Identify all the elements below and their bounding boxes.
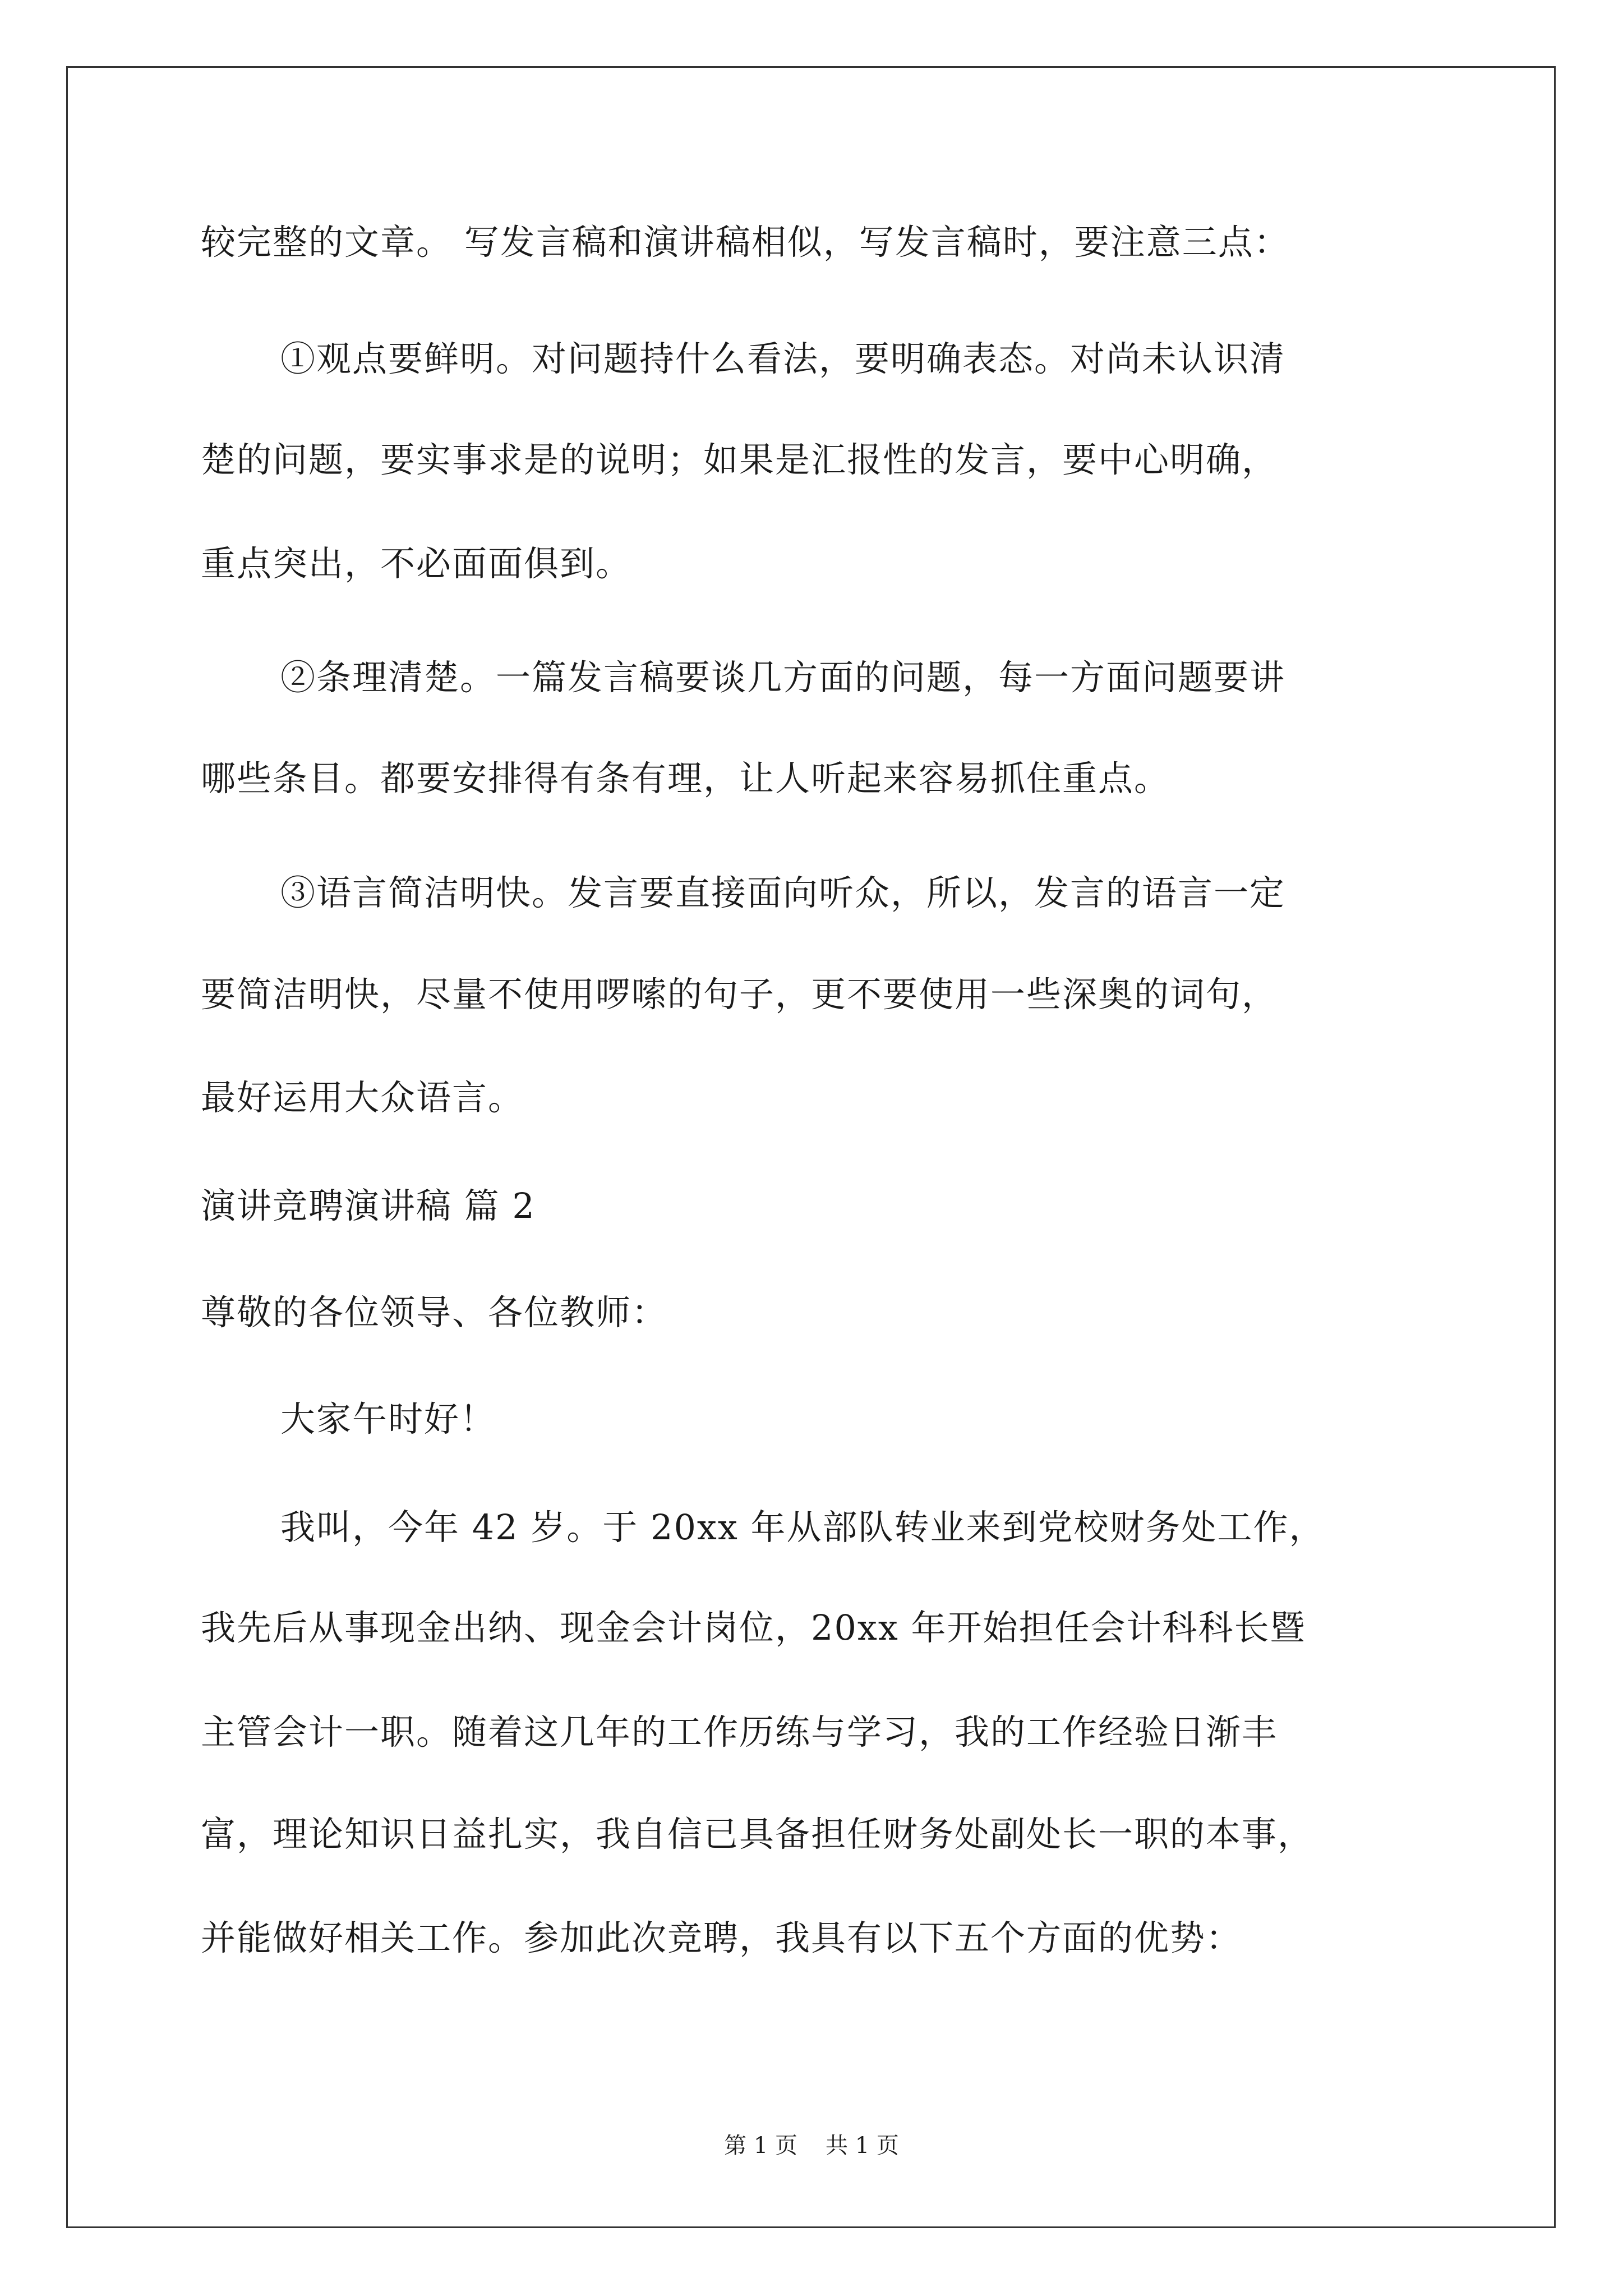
paragraph-line: 我叫，今年 42 岁。于 20xx 年从部队转业来到党校财务处工作， <box>280 1507 1325 1548</box>
paragraph-line: 富，理论知识日益扎实，我自信已具备担任财务处副处长一职的本事， <box>201 1814 1314 1855</box>
page-footer <box>0 2132 1623 2160</box>
paragraph-line: 楚的问题，要实事求是的说明；如果是汇报性的发言，要中心明确， <box>201 439 1278 480</box>
paragraph-line: 并能做好相关工作。参加此次竞聘，我具有以下五个方面的优势： <box>201 1917 1242 1958</box>
page-number: 第 1 页 <box>724 2133 797 2159</box>
paragraph-line: ①观点要鲜明。对问题持什么看法，要明确表态。对尚未认识清 <box>280 338 1286 379</box>
page-border <box>66 66 1556 2228</box>
paragraph-line: ②条理清楚。一篇发言稿要谈几方面的问题，每一方面问题要讲 <box>280 657 1286 698</box>
paragraph-line: 主管会计一职。随着这几年的工作历练与学习，我的工作经验日渐丰 <box>201 1711 1278 1752</box>
section-heading: 演讲竞聘演讲稿 篇 2 <box>201 1185 536 1226</box>
page-total: 共 1 页 <box>826 2133 899 2159</box>
paragraph-line: 要简洁明快，尽量不使用啰嗦的句子，更不要使用一些深奥的词句， <box>201 974 1278 1015</box>
paragraph-line: 较完整的文章。 写发言稿和演讲稿相似，写发言稿时，要注意三点： <box>201 222 1290 263</box>
paragraph-line: ③语言简洁明快。发言要直接面向听众，所以，发言的语言一定 <box>280 872 1286 913</box>
paragraph-line: 最好运用大众语言。 <box>201 1077 524 1118</box>
paragraph-line: 重点突出，不必面面俱到。 <box>201 543 632 584</box>
greeting: 大家午时好！ <box>280 1398 496 1439</box>
paragraph-line: 哪些条目。都要安排得有条有理，让人听起来容易抓住重点。 <box>201 758 1170 799</box>
paragraph-line: 我先后从事现金出纳、现金会计岗位，20xx 年开始担任会计科科长暨 <box>201 1607 1306 1648</box>
salutation: 尊敬的各位领导、各位教师： <box>201 1292 668 1333</box>
